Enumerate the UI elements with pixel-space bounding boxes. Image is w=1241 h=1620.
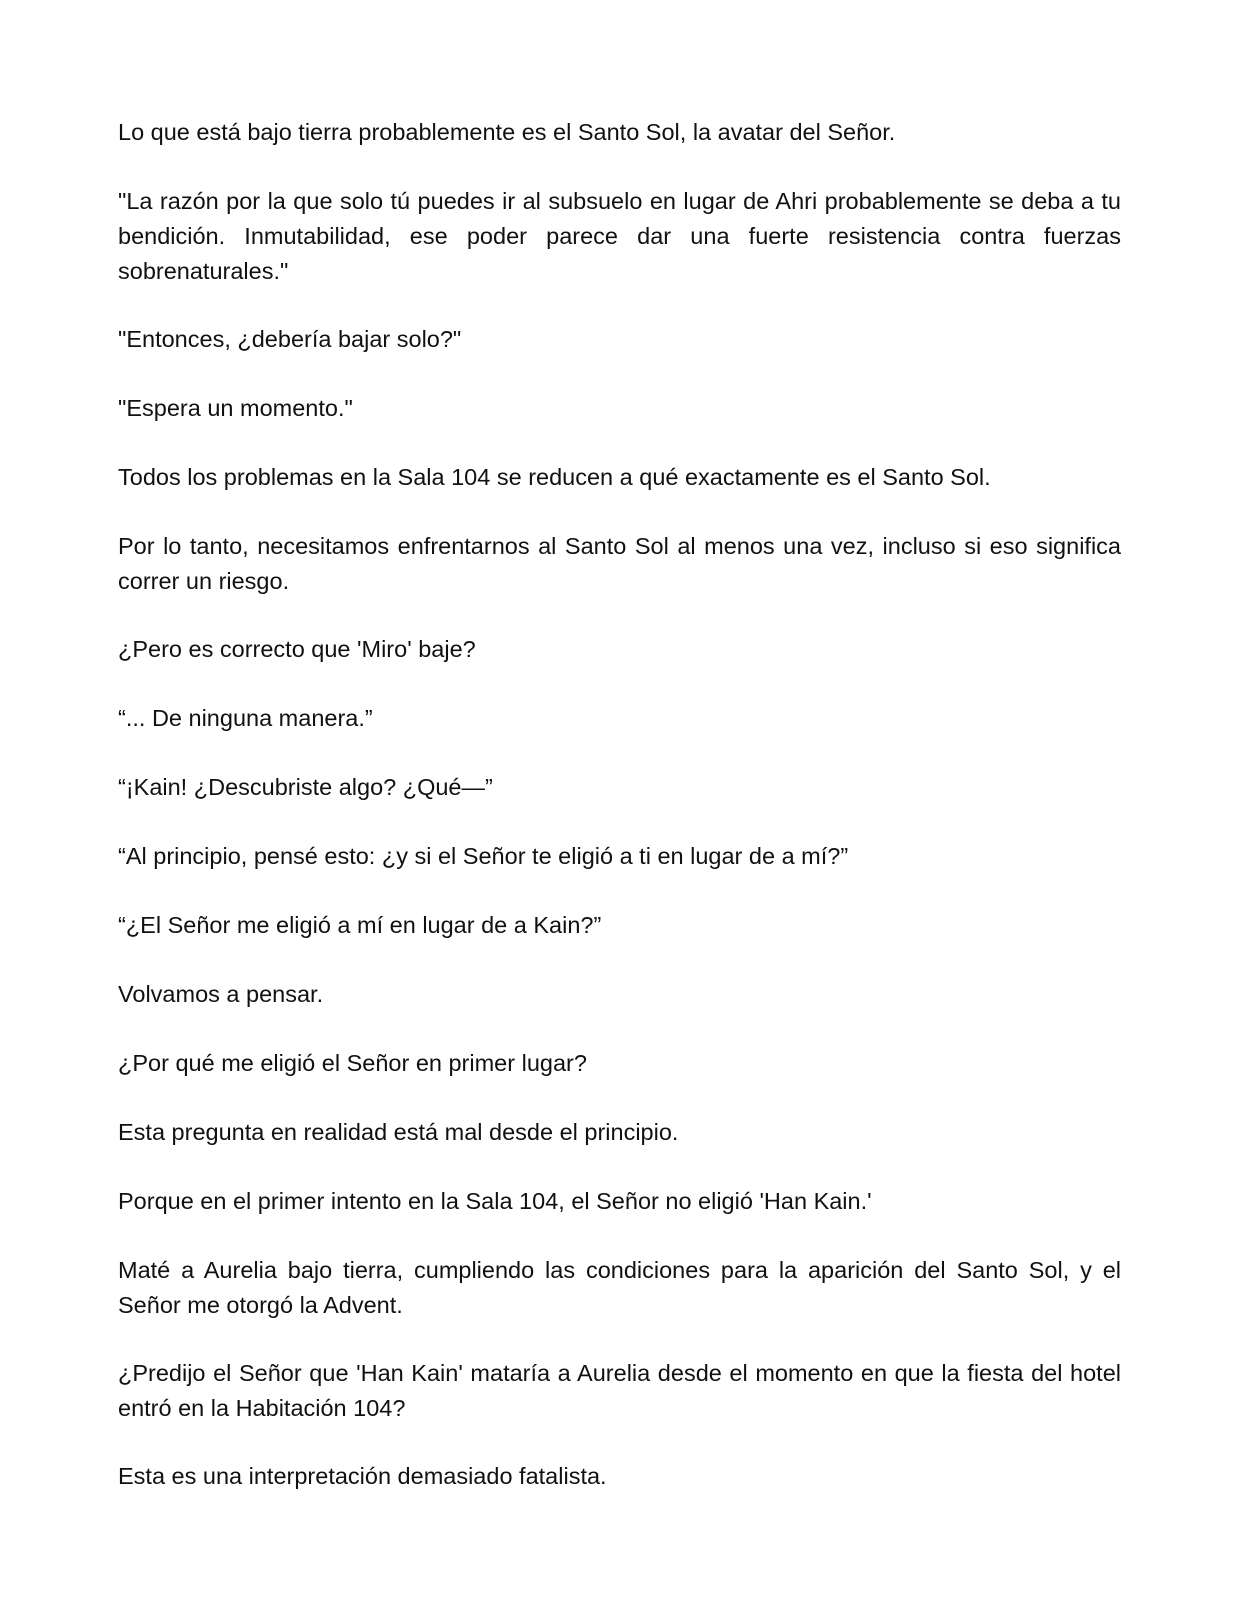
paragraph: “... De ninguna manera.” <box>118 705 373 731</box>
paragraph: “¿El Señor me eligió a mí en lugar de a Kain?” <box>118 912 602 938</box>
paragraph: "Entonces, ¿debería bajar solo?" <box>118 326 462 352</box>
paragraph: “Al principio, pensé esto: ¿y si el Señor te eligió a ti en lugar de a mí?” <box>118 843 849 869</box>
paragraph: Esta es una interpretación demasiado fatalista. <box>118 1463 607 1489</box>
paragraph: Porque en el primer intento en la Sala 104, el Señor no eligió 'Han Kain.' <box>118 1188 872 1214</box>
paragraph: Lo que está bajo tierra probablemente es el Santo Sol, la avatar del Señor. <box>118 119 896 145</box>
paragraph: Volvamos a pensar. <box>118 981 324 1007</box>
paragraph: Maté a Aurelia bajo tierra, cumpliendo las condiciones para la aparición del Santo Sol, y el Señor me otorgó la Advent. <box>118 1257 1121 1318</box>
paragraph: Todos los problemas en la Sala 104 se reducen a qué exactamente es el Santo Sol. <box>118 464 991 490</box>
paragraph: ¿Por qué me eligió el Señor en primer lugar? <box>118 1050 587 1076</box>
paragraph: "La razón por la que solo tú puedes ir al subsuelo en lugar de Ahri probablemente se deba a tu bendición. Inmutabilidad, ese poder parece dar una fuerte resistencia contra fuerzas sobrenaturales." <box>118 188 1121 284</box>
paragraph: ¿Pero es correcto que 'Miro' baje? <box>118 636 476 662</box>
paragraph: Esta pregunta en realidad está mal desde el principio. <box>118 1119 679 1145</box>
paragraph: Por lo tanto, necesitamos enfrentarnos al Santo Sol al menos una vez, incluso si eso significa correr un riesgo. <box>118 533 1121 594</box>
paragraph: "Espera un momento." <box>118 395 353 421</box>
paragraph: ¿Predijo el Señor que 'Han Kain' mataría a Aurelia desde el momento en que la fiesta del hotel entró en la Habitación 104? <box>118 1360 1121 1421</box>
paragraph: “¡Kain! ¿Descubriste algo? ¿Qué—” <box>118 774 493 800</box>
